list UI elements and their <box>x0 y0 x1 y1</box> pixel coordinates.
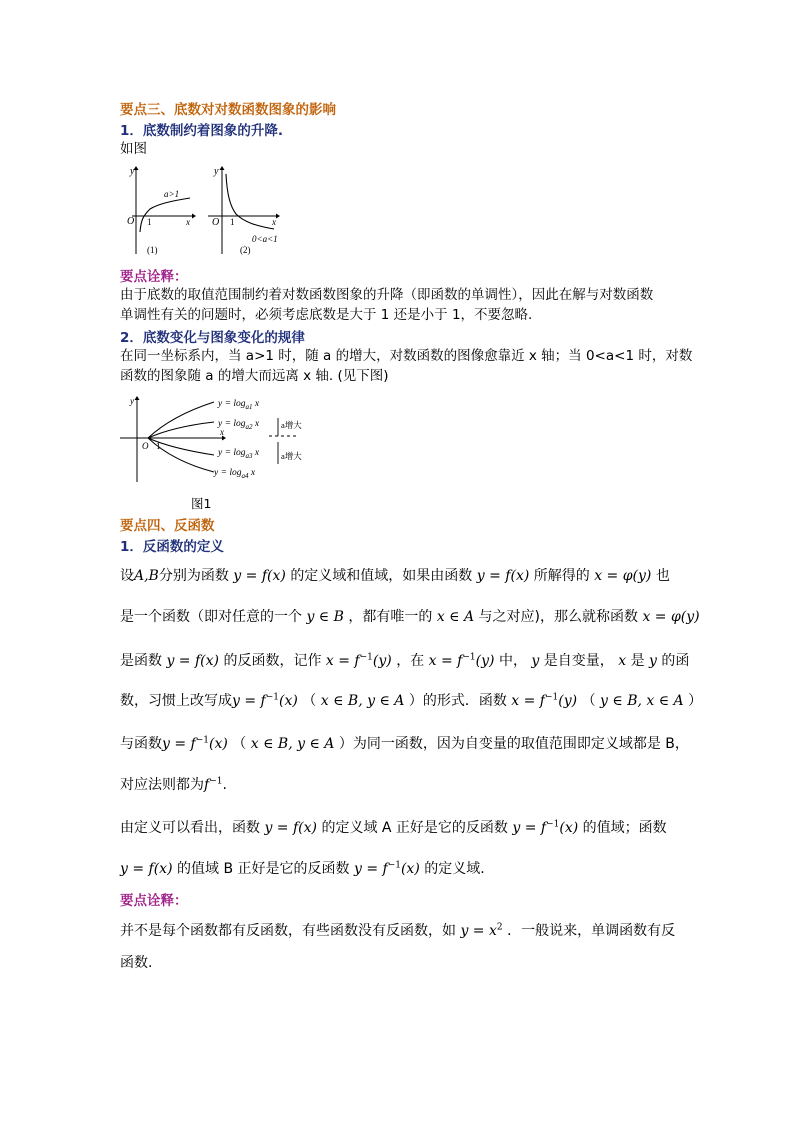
section3-title: 要点三、底数对对数函数图象的影响 <box>120 102 336 118</box>
fig3-one-label: 1 <box>156 441 161 451</box>
note-line-1: 由于底数的取值范围制约着对数函数图象的升降（即函数的单调性），因此在解与对数函数 <box>120 287 654 303</box>
section4-title: 要点四、反函数 <box>120 518 215 534</box>
note2-line-2: 函数. <box>120 955 153 971</box>
figure-1-a-greater-1 <box>116 160 196 258</box>
note2-line-1: 并不是每个函数都有反函数，有些函数没有反函数，如 $y = x^2$ ．一般说来，单调函数有反 <box>120 922 676 939</box>
fig2-a-label: 0<a<1 <box>252 234 278 244</box>
fig1-x-label: x <box>186 217 190 227</box>
definition-line-3: 是函数 y = f(x) 的反函数，记作 $x = f^{-1}(y)$ ，在 $x = f^{-1}(y)$ 中， y 是自变量， x 是 y 的函 <box>120 652 690 669</box>
definition-line-6: 对应法则都为$f^{-1}$. <box>120 776 227 793</box>
figure-log-curves <box>118 392 314 490</box>
note-title-1: 要点诠释： <box>120 269 188 285</box>
figure-2-a-less-1 <box>200 160 290 258</box>
definition-line-1: 设A,B分别为函数 y = f(x) 的定义域和值域，如果由函数 y = f(x) 所解得的 x = φ(y) 也 <box>120 568 670 584</box>
curve-label-2: $y = \log_{a2} x$ <box>218 419 260 431</box>
fig2-caption: (2) <box>240 245 251 255</box>
fig3-x-axis-label: x <box>220 427 224 437</box>
curve-label-1: $y = \log_{a1} x$ <box>218 399 260 411</box>
curve-label-3: $y = \log_{a3} x$ <box>218 448 260 460</box>
note-line-2: 单调性有关的问题时，必须考虑底数是大于 1 还是小于 1，不要忽略. <box>120 307 533 323</box>
figure-caption: 图1 <box>191 496 212 511</box>
definition-line-4: 数，习惯上改写成$y = f^{-1}(x)$ （ x ∈ B, y ∈ A ）的形式．函数 $x = f^{-1}(y)$ （ y ∈ B, x ∈ A ） <box>120 692 703 709</box>
observation-line-1: 由定义可以看出，函数 y = f(x) 的定义域 A 正好是它的反函数 $y = f^{-1}(x)$ 的值域；函数 <box>120 819 667 836</box>
fig2-y-label: y <box>214 166 219 177</box>
a-increase-up-label: a增大 <box>281 420 302 430</box>
definition-line-5: 与函数$y = f^{-1}(x)$ （ x ∈ B, y ∈ A ）为同一函数，因为自变量的取值范围即定义域都是 B， <box>120 735 689 752</box>
fig2-one-label: 1 <box>230 217 235 227</box>
rule-line-2: 函数的图象随 a 的增大而远离 x 轴. (见下图) <box>120 368 389 384</box>
fig1-one-label: 1 <box>147 217 152 227</box>
rule-line-1: 在同一坐标系内，当 a>1 时，随 a 的增大，对数函数的图像愈靠近 x 轴；当 0<a<1 时，对数 <box>120 348 693 364</box>
section3-sub2: 2．底数变化与图象变化的规律 <box>120 330 305 346</box>
fig3-y-label: y <box>130 396 134 406</box>
rutu-text: 如图 <box>120 141 147 157</box>
fig3-origin-label: O <box>142 441 149 451</box>
curve-label-4: $y = \log_{a4} x$ <box>214 468 256 480</box>
observation-line-2: y = f(x) 的值域 B 正好是它的反函数 $y = f^{-1}(x)$ 的定义域. <box>120 860 485 877</box>
fig1-y-label: y <box>130 166 135 177</box>
section3-sub1: 1．底数制约着图象的升降. <box>120 123 284 139</box>
fig2-x-label: x <box>272 217 276 227</box>
note-title-2: 要点诠释： <box>120 893 188 909</box>
fig1-caption: (1) <box>147 245 158 255</box>
fig1-origin-label: O <box>127 216 135 227</box>
a-increase-down-label: a增大 <box>281 451 302 461</box>
section4-sub1: 1．反函数的定义 <box>120 539 224 555</box>
fig2-origin-label: O <box>212 217 220 228</box>
definition-line-2: 是一个函数（即对任意的一个 y ∈ B ，都有唯一的 x ∈ A 与之对应)，那么就称函数 x = φ(y) <box>120 609 700 625</box>
fig1-a-label: a>1 <box>164 189 180 199</box>
